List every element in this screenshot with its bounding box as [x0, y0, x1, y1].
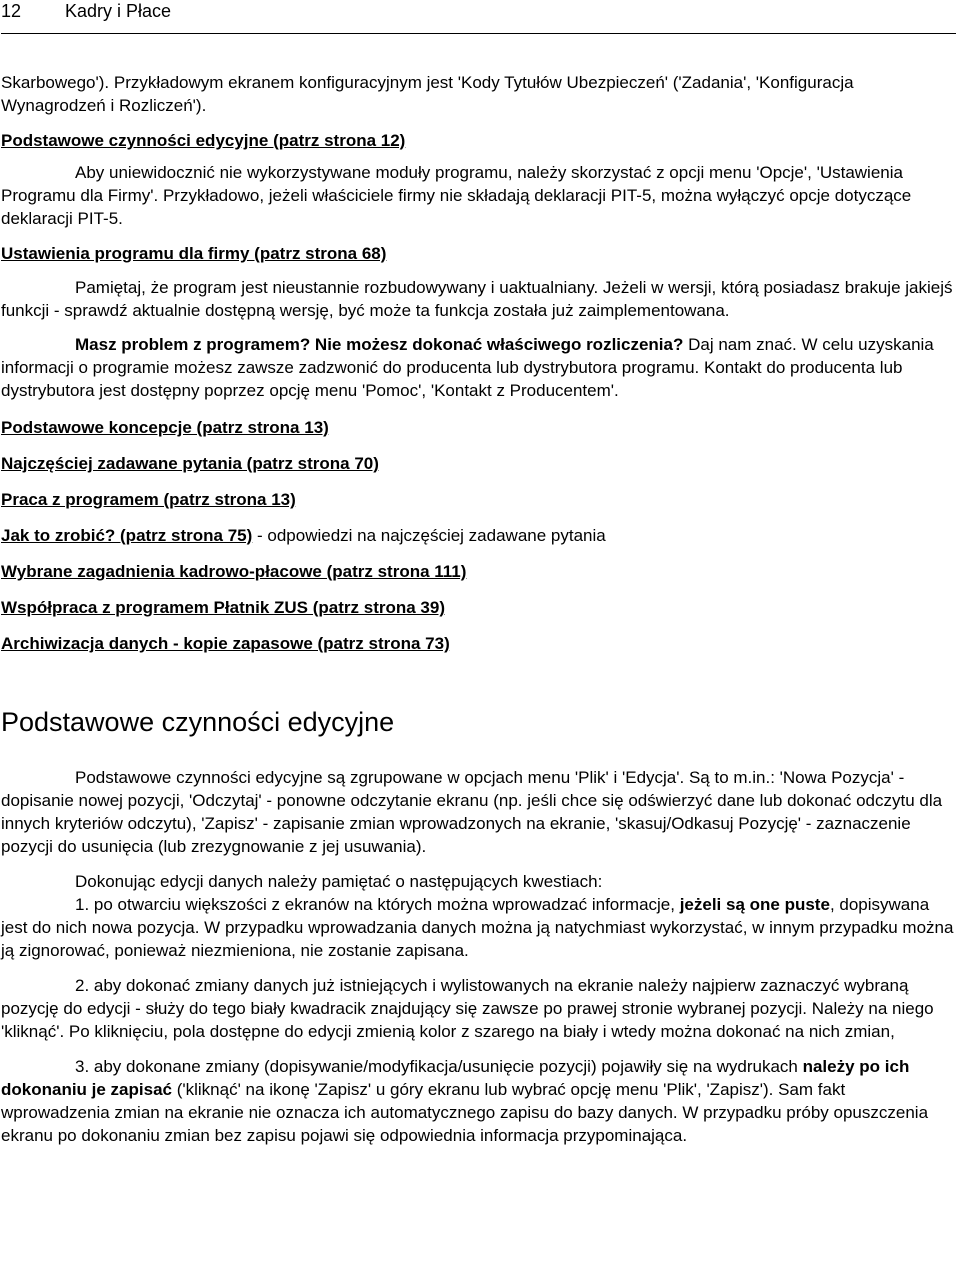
header-rule: [1, 33, 956, 34]
link-suffix: - odpowiedzi na najczęściej zadawane pytania: [252, 526, 606, 545]
problem-bold-text: Masz problem z programem? Nie możesz dokonać właściwego rozliczenia?: [75, 335, 684, 354]
link-row: [1, 452, 956, 475]
link-podstawowe-koncepcje[interactable]: Podstawowe koncepcje (patrz strona 13): [1, 418, 329, 437]
link-row: [1, 560, 956, 583]
link-praca-z-programem[interactable]: Praca z programem (patrz strona 13): [1, 490, 296, 509]
problem-rest-text: Daj nam znać. W celu uzyskania informacji o programie możesz zawsze zadzwonić do producenta lub dystrybutora programu. Kontakt do producenta lub dystrybutora jest dostępny poprzez opcję menu 'Pomoc', 'Kontakt z Producentem'.: [1, 335, 934, 400]
main-paragraph-1: Podstawowe czynności edycyjne są zgrupowane w opcjach menu 'Plik' i 'Edycja'. Są to m.in.: 'Nowa Pozycja' - dopisanie nowej pozycji, 'Odczytaj' - ponowne odczytanie ekranu (np. jeśli chce się odświerzyć dane lub dokonać odczytu dla innych kryteriów odczytu), 'Zapisz' - zapisanie zmian wprowadzonych na ekranie, 'skasuj/Odkasuj Pozycję' - zaznaczenie pozycji do usunięcia (lub zrezygnowanie z jej usuwania).: [1, 768, 943, 856]
link-podstawowe-czynnosci[interactable]: Podstawowe czynności edycyjne (patrz strona 12): [1, 131, 406, 150]
link-najczesciej-zadawane[interactable]: Najczęściej zadawane pytania (patrz strona 70): [1, 454, 379, 473]
section2-paragraph: Pamiętaj, że program jest nieustannie rozbudowywany i uaktualniany. Jeżeli w wersji, którą posiadasz brakuje jakiejś funkcji - sprawdź aktualnie dostępną wersję, być może ta funkcja została już zaimplementowana.: [1, 278, 953, 320]
bold-puste: jeżeli są one puste: [679, 895, 830, 914]
link-row: [1, 524, 956, 547]
main-paragraph-item-2: 2. aby dokonać zmiany danych już istniejących i wylistowanych na ekranie należy najpierw zaznaczyć wybraną pozycję do edycji - służy do tego biały kwadracik znajdujący się zawsze po prawej stronie wybranej pozycji. Należy na niego 'kliknąć'. Po kliknięciu, pola dostępne do edycji zmienią kolor z szarego na biały i wtedy można dokonać na nich zmian,: [1, 976, 934, 1041]
section-title: Podstawowe czynności edycyjne: [1, 707, 395, 737]
link-wybrane-zagadnienia[interactable]: Wybrane zagadnienia kadrowo-płacowe (patrz strona 111): [1, 562, 467, 581]
link-row: [1, 632, 956, 655]
main-paragraph-item-1: 1. po otwarciu większości z ekranów na których można wprowadzać informacje, jeżeli są one puste, dopisywana jest do nich nowa pozycja. W przypadku wprowadzania danych można ją natychmiast wykorzystać, w innym przypadku można ją zignorować, ponieważ niezmieniona, nie zostanie zapisana.: [1, 895, 954, 960]
link-jak-to-zrobic[interactable]: Jak to zrobić? (patrz strona 75): [1, 526, 253, 545]
link-row: [1, 596, 956, 619]
links-list: [1, 416, 956, 655]
intro-paragraph: Skarbowego'). Przykładowym ekranem konfiguracyjnym jest 'Kody Tytułów Ubezpieczeń' ('Zadania', 'Konfiguracja Wynagrodzeń i Rozliczeń').: [1, 73, 854, 115]
bold-zapisac: należy po ich dokonaniu je zapisać: [1, 1057, 910, 1099]
link-archiwizacja[interactable]: Archiwizacja danych - kopie zapasowe (patrz strona 73): [1, 634, 450, 653]
link-row: [1, 416, 956, 439]
page-number: 12: [1, 1, 22, 21]
link-platnik-zus[interactable]: Współpraca z programem Płatnik ZUS (patrz strona 39): [1, 598, 445, 617]
main-paragraph-item-3: 3. aby dokonane zmiany (dopisywanie/modyfikacja/usunięcie pozycji) pojawiły się na wydrukach należy po ich dokonaniu je zapisać ('kliknąć' na ikonę 'Zapisz' u góry ekranu lub wybrać opcję menu 'Plik', 'Zapisz'). Sam fakt wprowadzenia zmian na ekranie nie oznacza ich automatycznego zapisu do bazy danych. W przypadku próby opuszczenia ekranu po dokonaniu zmian bez zapisu pojawi się odpowiednia informacja przypominająca.: [1, 1057, 929, 1145]
link-row: [1, 488, 956, 511]
section1-paragraph: Aby uniewidocznić nie wykorzystywane moduły programu, należy skorzystać z opcji menu 'Opcje', 'Ustawienia Programu dla Firmy'. Przykładowo, jeżeli właściciele firmy nie składają deklaracji PIT-5, można wyłączyć opcje dotyczące deklaracji PIT-5.: [1, 163, 912, 228]
main-paragraph-2-intro: Dokonując edycji danych należy pamiętać o następujących kwestiach:: [75, 872, 603, 891]
header-title: Kadry i Płace: [65, 1, 172, 21]
link-ustawienia-programu[interactable]: Ustawienia programu dla firmy (patrz strona 68): [1, 244, 387, 263]
page-header: [1, 0, 956, 23]
section2-problem-paragraph: [1, 333, 956, 402]
